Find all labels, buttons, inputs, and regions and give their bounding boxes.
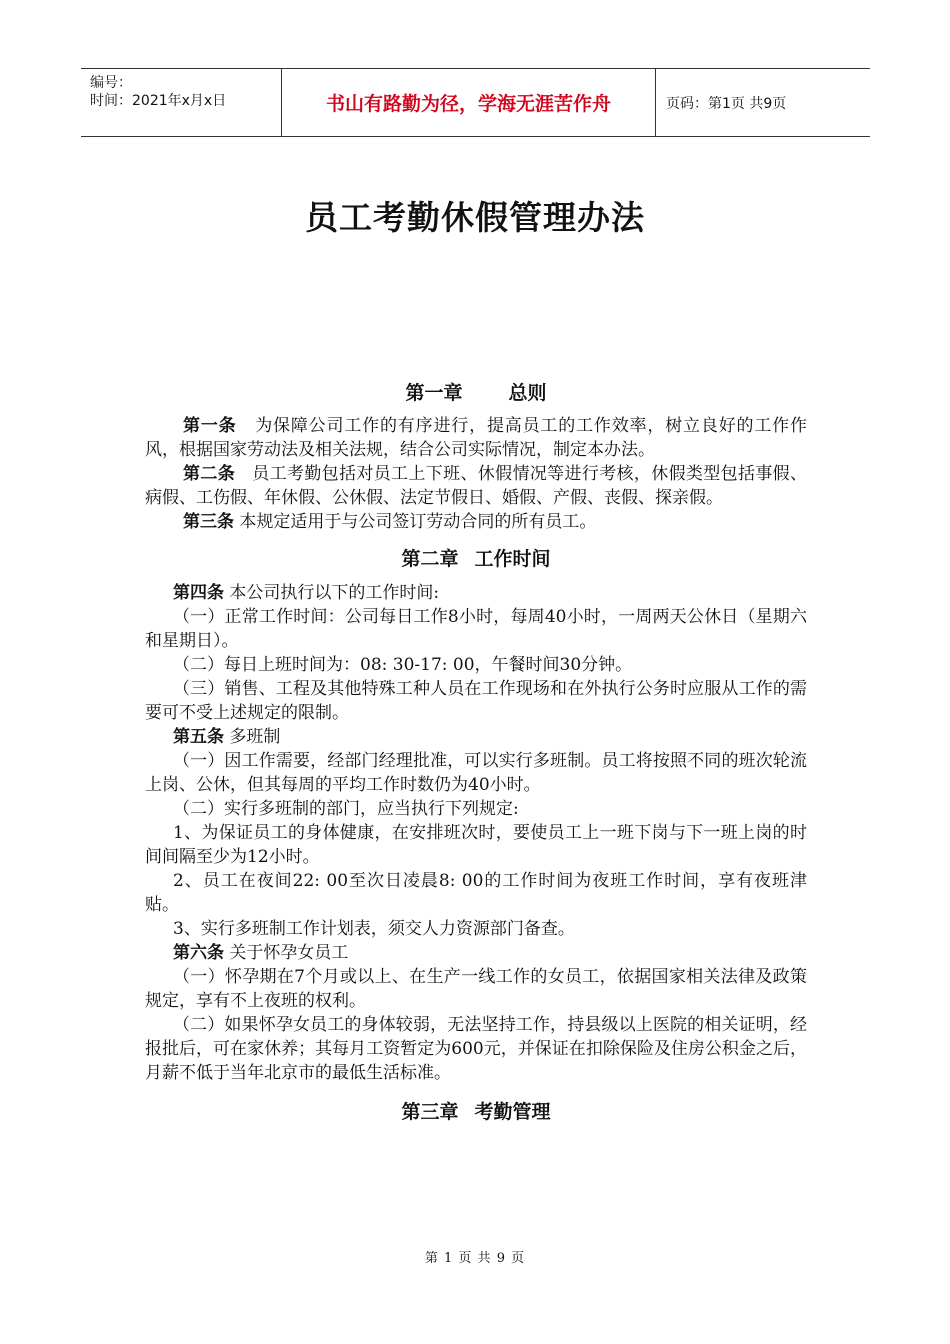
article-label: 第二条: [183, 464, 236, 484]
article-label: 第三条: [183, 512, 234, 532]
article-3: [145, 510, 807, 534]
chapter-number: 第二章: [401, 548, 459, 570]
article-text: 本公司执行以下的工作时间:: [229, 583, 440, 603]
article-label: 第四条: [173, 583, 224, 603]
document-body: [145, 378, 807, 1124]
header-page: 页码：第1页 共9页: [666, 95, 787, 112]
article-text: 员工考勤包括对员工上下班、休假情况等进行考核，休假类型包括事假、病假、工伤假、年休假、公休假、法定节假日、婚假、产假、丧假、探亲假。: [145, 464, 808, 508]
article-text: 关于怀孕女员工: [229, 943, 349, 963]
chapter-name: 总则: [508, 382, 547, 404]
chapter-name: 工作时间: [474, 548, 551, 570]
header-motto: 书山有路勤为径，学海无涯苦作舟: [281, 69, 656, 136]
chapter-number: 第三章: [401, 1101, 459, 1123]
chapter-heading-3: [145, 1097, 807, 1124]
header-number: 编号：: [90, 75, 132, 91]
document-title: 员工考勤休假管理办法: [305, 198, 645, 237]
clause-5-1: （一）因工作需要，经部门经理批准，可以实行多班制。员工将按照不同的班次轮流上岗、公休，但其每周的平均工作时数仍为40小时。: [145, 751, 807, 795]
article-6: [145, 941, 807, 965]
chapter-heading-2: [145, 544, 807, 571]
article-label: 第五条: [173, 727, 224, 747]
clause-6-1: （一）怀孕期在7个月或以上、在生产一线工作的女员工，依据国家相关法律及政策规定，享有不上夜班的权利。: [145, 967, 807, 1011]
clause-6-2: （二）如果怀孕女员工的身体较弱，无法坚持工作，持县级以上医院的相关证明，经报批后，可在家休养；其每月工资暂定为600元，并保证在扣除保险及住房公积金之后，月薪不低于当年北京市的最低生活标准。: [145, 1015, 807, 1083]
chapter-name: 考勤管理: [474, 1101, 551, 1123]
chapter-heading-1: [145, 378, 807, 405]
article-2: [145, 462, 807, 510]
article-text: 本规定适用于与公司签订劳动合同的所有员工。: [239, 512, 597, 532]
article-label: 第一条: [183, 416, 237, 436]
clause-4-2: （二）每日上班时间为：08: 30-17: 00，午餐时间30分钟。: [173, 655, 633, 675]
article-text: 为保障公司工作的有序进行，提高员工的工作效率，树立良好的工作作风，根据国家劳动法及相关法规，结合公司实际情况，制定本办法。: [145, 416, 808, 460]
header-time: 时间：2021年x月x日: [90, 93, 227, 109]
article-text: 多班制: [229, 727, 281, 747]
clause-5-2-3: 3、实行多班制工作计划表，须交人力资源部门备查。: [173, 919, 575, 939]
article-4: [145, 581, 807, 605]
article-1: [145, 414, 807, 462]
clause-5-2-1: 1、为保证员工的身体健康，在安排班次时，要使员工上一班下岗与下一班上岗的时间间隔至少为12小时。: [145, 823, 807, 867]
clause-5-2-2: 2、员工在夜间22: 00至次日凌晨8: 00的工作时间为夜班工作时间，享有夜班津贴。: [145, 871, 807, 915]
article-label: 第六条: [173, 943, 224, 963]
article-5: [145, 725, 807, 749]
clause-5-2: （二）实行多班制的部门，应当执行下列规定:: [173, 799, 519, 819]
clause-4-3: （三）销售、工程及其他特殊工种人员在工作现场和在外执行公务时应服从工作的需要可不受上述规定的限制。: [145, 679, 807, 723]
header-meta: [81, 69, 281, 136]
clause-4-1: （一）正常工作时间：公司每日工作8小时，每周40小时，一周两天公休日（星期六和星期日）。: [145, 607, 807, 651]
page-footer: 第 1 页 共 9 页: [424, 1251, 526, 1266]
chapter-number: 第一章: [405, 382, 463, 404]
page-header: [81, 68, 870, 137]
